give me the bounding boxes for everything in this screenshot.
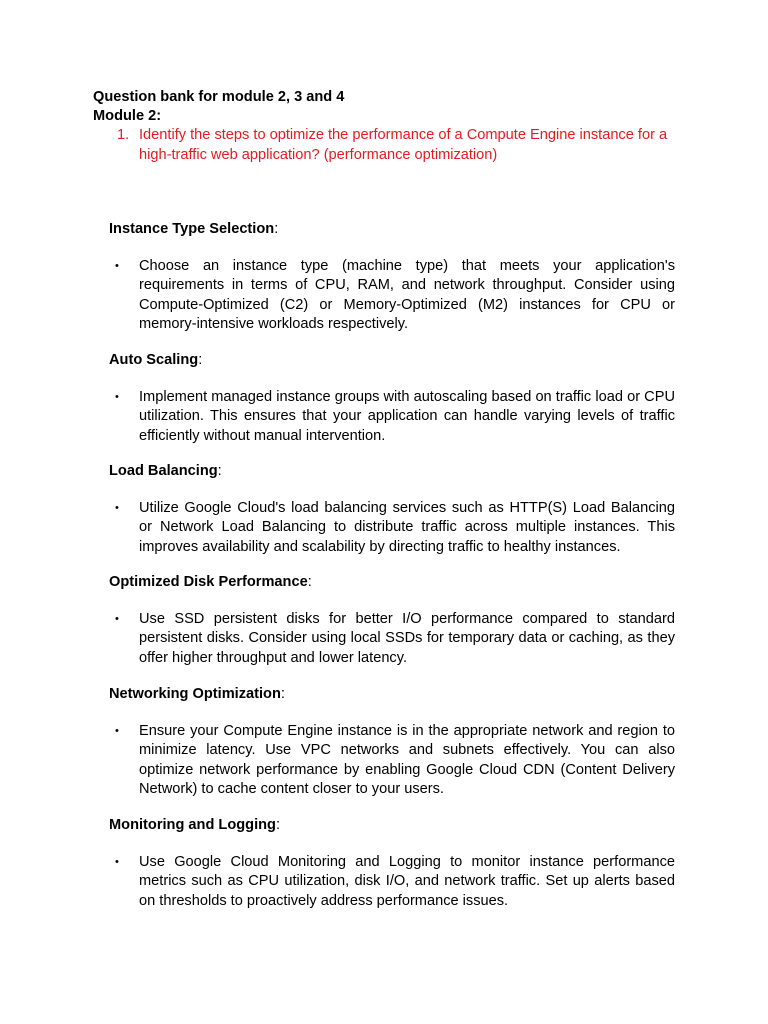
bullet-text: Ensure your Compute Engine instance is in the appropriate network and region to minimize latency. Use VPC networks and subnets effectively. You can also optimize network performance by enabling Google Cloud CDN (Content Delivery Network) to cache content closer to your users.	[139, 722, 675, 798]
list-item	[109, 257, 675, 335]
bullet-icon: •	[115, 259, 119, 272]
bullet-icon: •	[115, 501, 119, 514]
section-title: Instance Type Selection:	[109, 221, 279, 237]
list-item	[109, 499, 675, 558]
question-number: 1.	[117, 127, 130, 143]
section-instance-type	[109, 220, 675, 335]
bullet-icon: •	[115, 855, 119, 868]
list-item	[109, 610, 675, 669]
bullet-icon: •	[115, 612, 119, 625]
document-title: Question bank for module 2, 3 and 4	[93, 89, 345, 105]
section-load-balancing	[109, 462, 675, 557]
section-title: Load Balancing:	[109, 463, 222, 479]
section-title: Networking Optimization:	[109, 686, 285, 702]
section-title: Monitoring and Logging:	[109, 817, 281, 833]
section-disk-performance	[109, 573, 675, 668]
question-text: Identify the steps to optimize the performance of a Compute Engine instance for a high-traffic web application? (performance optimization)	[139, 127, 668, 163]
bullet-text: Use Google Cloud Monitoring and Logging to monitor instance performance metrics such as CPU utilization, disk I/O, and network traffic. Set up alerts based on thresholds to proactively address performance issues.	[139, 853, 675, 909]
list-item	[109, 853, 675, 912]
bullet-icon: •	[115, 390, 119, 403]
bullet-text: Choose an instance type (machine type) that meets your application's requirements in terms of CPU, RAM, and network throughput. Consider using Compute-Optimized (C2) or Memory-Optimized (M2) instances for CPU or memory-intensive workloads respectively.	[139, 257, 675, 333]
bullet-text: Use SSD persistent disks for better I/O performance compared to standard persistent disks. Consider using local SSDs for temporary data or caching, as they offer higher throughput and lower latency.	[139, 610, 675, 666]
section-networking	[109, 685, 675, 800]
module-heading: Module 2:	[93, 108, 162, 124]
bullet-icon: •	[115, 724, 119, 737]
bullet-text: Utilize Google Cloud's load balancing services such as HTTP(S) Load Balancing or Network Load Balancing to distribute traffic across multiple instances. This improves availability and scalability by directing traffic to healthy instances.	[139, 499, 675, 555]
section-title: Optimized Disk Performance:	[109, 574, 312, 590]
list-item	[109, 388, 675, 447]
section-title: Auto Scaling:	[109, 352, 203, 368]
section-auto-scaling	[109, 351, 675, 446]
section-monitoring	[109, 816, 675, 911]
list-item	[109, 722, 675, 800]
question-item	[117, 126, 677, 165]
bullet-text: Implement managed instance groups with autoscaling based on traffic load or CPU utilization. This ensures that your application can handle varying levels of traffic efficiently without manual intervention.	[139, 388, 675, 444]
